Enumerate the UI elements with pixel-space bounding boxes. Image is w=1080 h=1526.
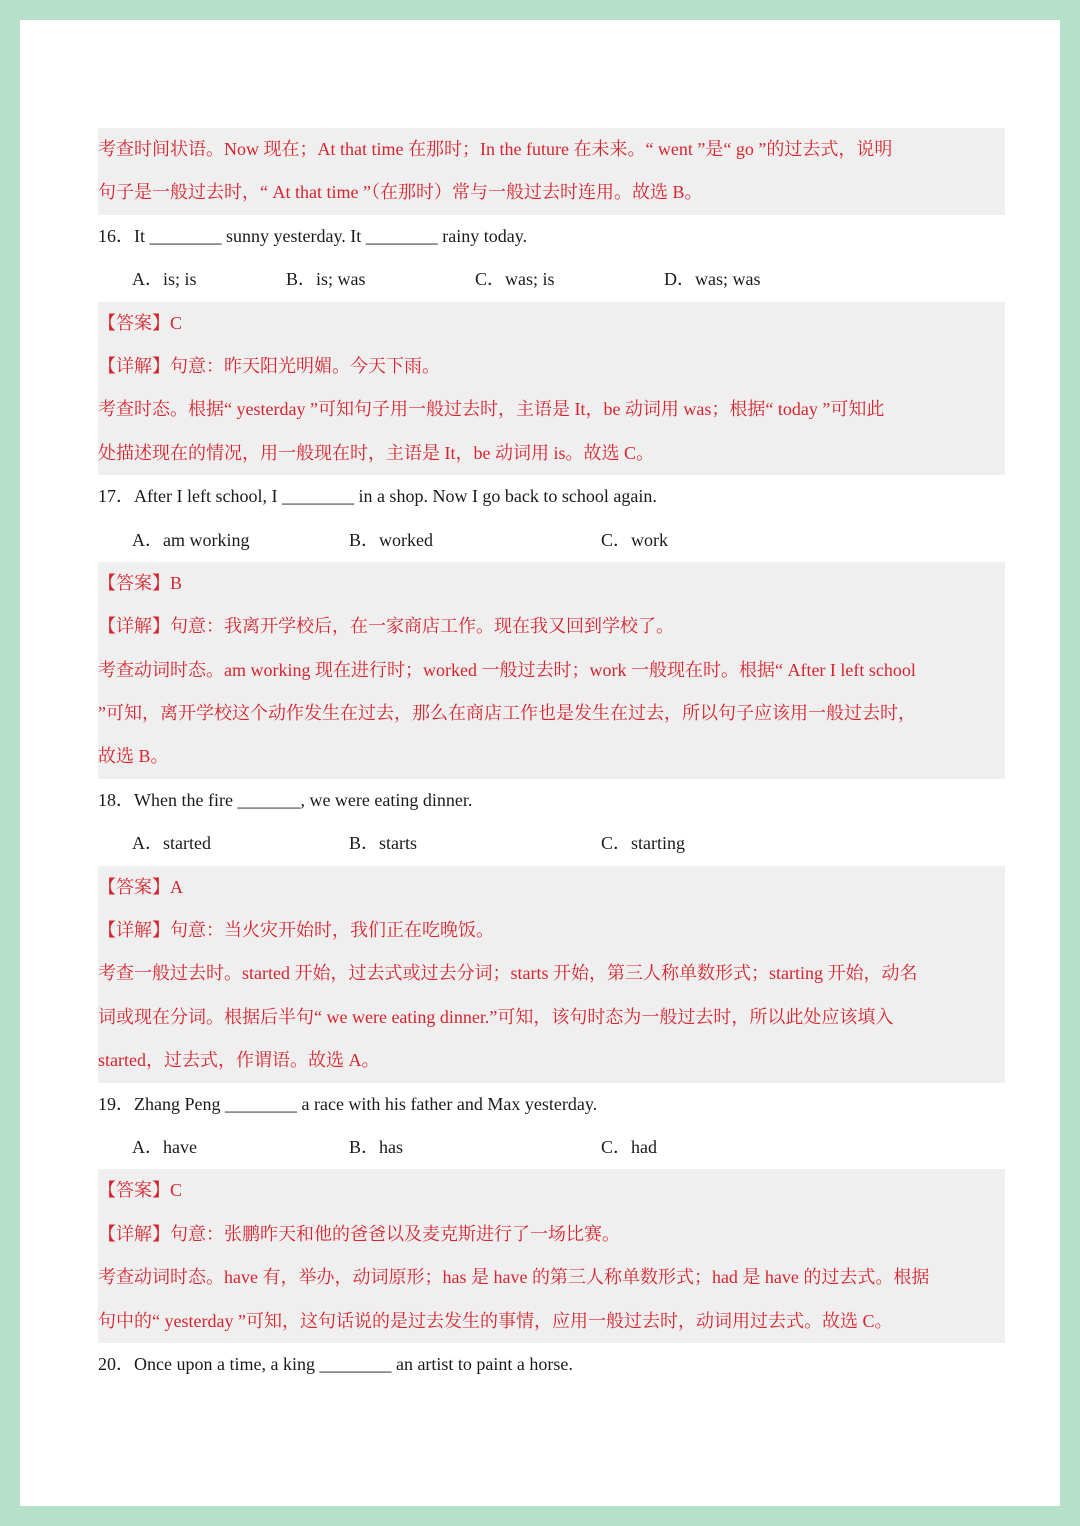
option-d: D．was; was <box>664 269 761 290</box>
analysis-line: 句子是一般过去时，“ At that time ”（在那时）常与一般过去时连用。故选 B。 <box>98 182 703 203</box>
answer-line: 【答案】B <box>98 572 183 593</box>
explanation-block-19 <box>98 1169 1005 1343</box>
explanation-block-18 <box>98 866 1005 1083</box>
answer-line: 【答案】C <box>98 1180 183 1201</box>
option-b: B．has <box>349 1136 403 1157</box>
question-19: 19．Zhang Peng ________ a race with his father and Max yesterday. <box>98 1093 598 1114</box>
question-16: 16．It ________ sunny yesterday. It ________ rainy today. <box>98 225 528 246</box>
document-page <box>20 20 1060 1506</box>
analysis-line: 故选 B。 <box>98 746 169 767</box>
detail-line: 【详解】句意：我离开学校后，在一家商店工作。现在我又回到学校了。 <box>98 616 674 637</box>
analysis-line: 处描述现在的情况，用一般现在时，主语是 It，be 动词用 is。故选 C。 <box>98 442 654 463</box>
analysis-line: 考查动词时态。have 有，举办，动词原形；has 是 have 的第三人称单数形式；had 是 have 的过去式。根据 <box>98 1267 930 1288</box>
explanation-block-16 <box>98 302 1005 476</box>
question-18: 18．When the fire _______, we were eating dinner. <box>98 789 473 810</box>
question-17: 17．After I left school, I ________ in a shop. Now I go back to school again. <box>98 486 657 507</box>
options-19 <box>98 1126 1005 1169</box>
answer-line: 【答案】A <box>98 876 183 897</box>
option-a: A．started <box>132 833 211 854</box>
analysis-line: ”可知，离开学校这个动作发生在过去，那么在商店工作也是发生在过去，所以句子应该用一般过去时， <box>98 703 916 724</box>
analysis-line: 考查时间状语。Now 现在；At that time 在那时；In the future 在未来。“ went ”是“ go ”的过去式，说明 <box>98 139 893 159</box>
option-a: A．am working <box>132 529 250 550</box>
option-c: C．work <box>601 529 668 550</box>
detail-line: 【详解】句意：当火灾开始时，我们正在吃晚饭。 <box>98 920 494 941</box>
options-18 <box>98 822 1005 865</box>
options-17 <box>98 519 1005 562</box>
option-a: A．have <box>132 1136 197 1157</box>
answer-line: 【答案】C <box>98 312 183 333</box>
page-content <box>98 128 1005 1386</box>
option-c: C．starting <box>601 833 685 854</box>
option-a: A．is; is <box>132 269 197 290</box>
option-c: C．had <box>601 1136 657 1157</box>
analysis-line: 句中的“ yesterday ”可知，这句话说的是过去发生的事情，应用一般过去时，动词用过去式。故选 C。 <box>98 1310 893 1331</box>
options-16 <box>98 258 1005 301</box>
detail-line: 【详解】句意：张鹏昨天和他的爸爸以及麦克斯进行了一场比赛。 <box>98 1223 620 1244</box>
option-c: C．was; is <box>475 269 555 290</box>
analysis-line: 考查一般过去时。started 开始，过去式或过去分词；starts 开始，第三人称单数形式；starting 开始，动名 <box>98 963 918 984</box>
explanation-block-17 <box>98 562 1005 779</box>
analysis-line: 考查动词时态。am working 现在进行时；worked 一般过去时；work 一般现在时。根据“ After I left school <box>98 659 916 680</box>
option-b: B．is; was <box>286 269 366 290</box>
option-b: B．worked <box>349 529 433 550</box>
analysis-line: 考查时态。根据“ yesterday ”可知句子用一般过去时，主语是 It，be 动词用 was；根据“ today ”可知此 <box>98 399 885 420</box>
analysis-line: 词或现在分词。根据后半句“ we were eating dinner.”可知，该句时态为一般过去时，所以此处应该填入 <box>98 1006 894 1027</box>
explanation-block-15 <box>98 128 1005 215</box>
question-20: 20．Once upon a time, a king ________ an artist to paint a horse. <box>98 1353 573 1374</box>
option-b: B．starts <box>349 833 418 854</box>
analysis-line: started，过去式，作谓语。故选 A。 <box>98 1050 380 1071</box>
detail-line: 【详解】句意：昨天阳光明媚。今天下雨。 <box>98 355 440 376</box>
